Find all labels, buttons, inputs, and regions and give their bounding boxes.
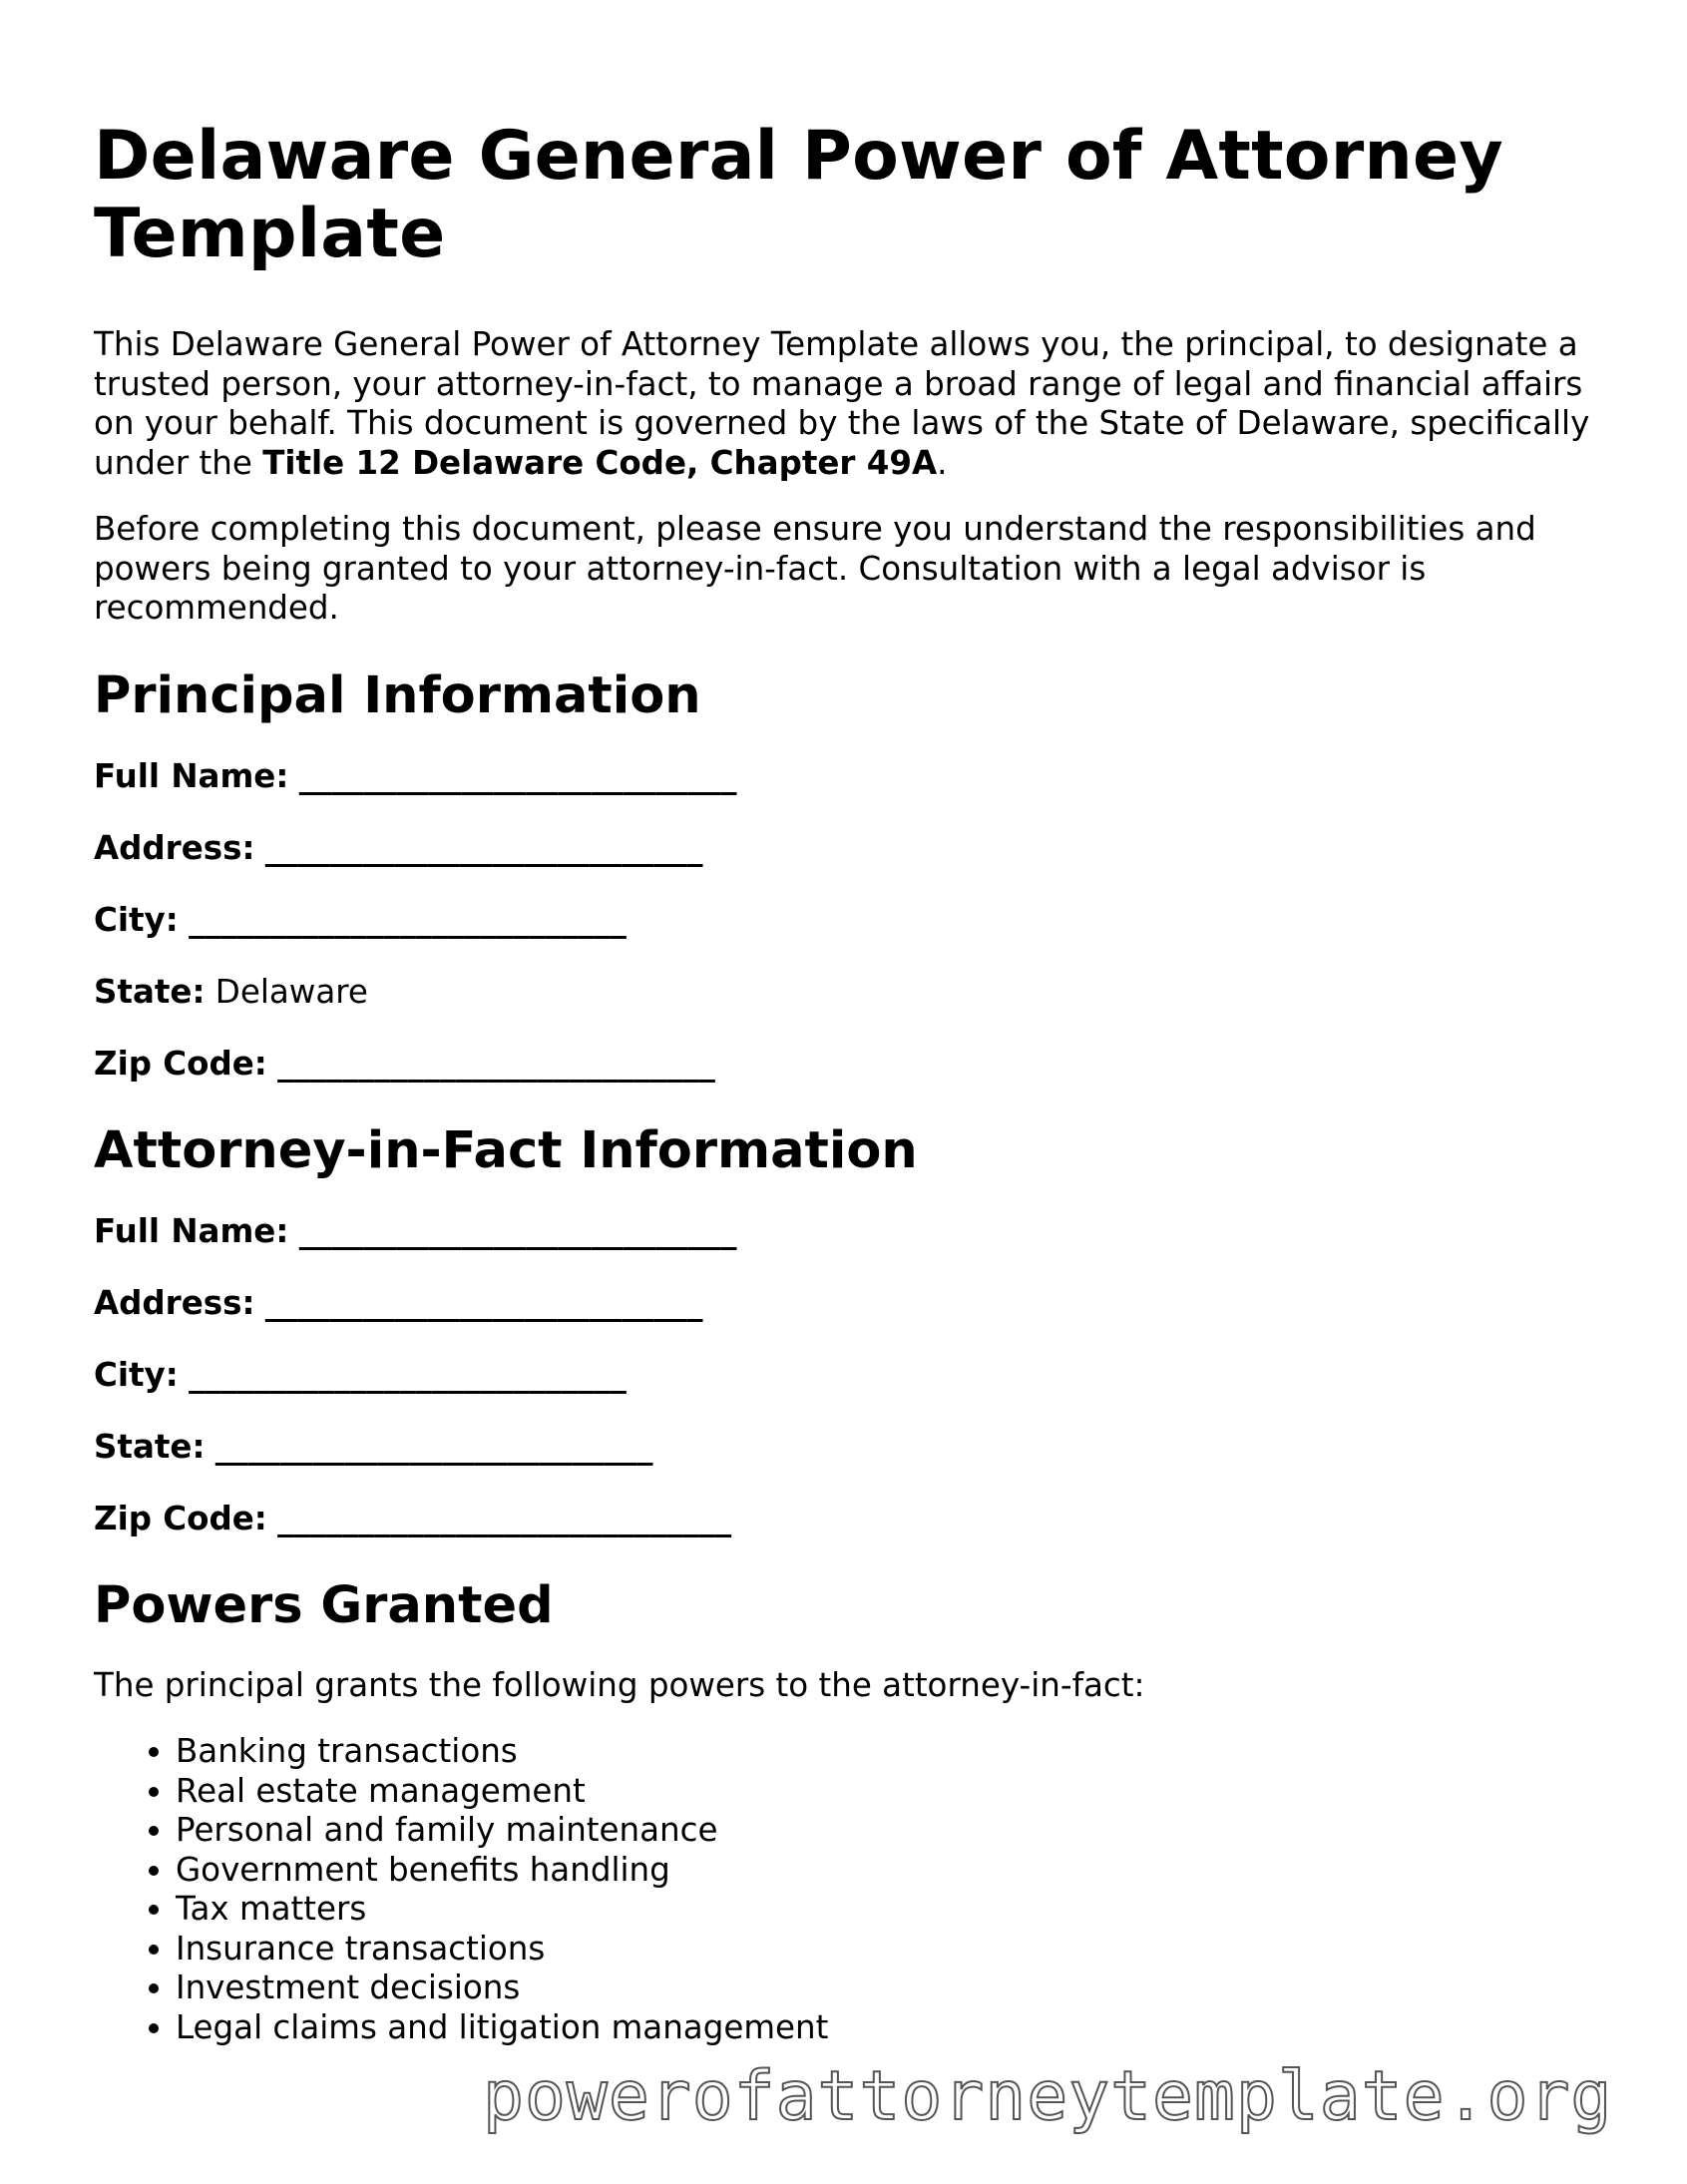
- field-label: Zip Code:: [94, 1499, 267, 1537]
- intro-statute-reference: Title 12 Delaware Code, Chapter 49A: [262, 443, 938, 482]
- attorney-zip-field[interactable]: [94, 1499, 1600, 1538]
- power-item: • Insurance transactions: [176, 1930, 1600, 1969]
- site-watermark: powerofattorneytemplate.org: [483, 2057, 1613, 2136]
- attorney-state-blank[interactable]: ___________________________: [214, 1427, 653, 1466]
- principal-state-value: Delaware: [214, 972, 368, 1011]
- field-label: Full Name:: [94, 1211, 289, 1250]
- power-item: • Personal and family maintenance: [176, 1811, 1600, 1851]
- field-label: Address:: [94, 1283, 255, 1322]
- powers-intro: The principal grants the following powers to the attorney-in-fact:: [94, 1665, 1145, 1704]
- attorney-heading: Attorney-in-Fact Information: [94, 1120, 918, 1180]
- power-item: • Tax matters: [176, 1890, 1600, 1930]
- attorney-city-blank[interactable]: ___________________________: [189, 1355, 627, 1394]
- field-label: Full Name:: [94, 756, 289, 795]
- powers-heading: Powers Granted: [94, 1575, 554, 1635]
- intro-paragraph: [94, 325, 1600, 483]
- power-item: • Legal claims and litigation management: [176, 2008, 1600, 2048]
- attorney-full-name-blank[interactable]: ___________________________: [298, 1211, 737, 1250]
- principal-state-field: [94, 972, 1600, 1012]
- power-item: • Real estate management: [176, 1772, 1600, 1812]
- field-label: Zip Code:: [94, 1044, 267, 1083]
- powers-list: [94, 1732, 1600, 2047]
- intro-text-end: .: [937, 443, 948, 482]
- power-item: • Government benefits handling: [176, 1851, 1600, 1891]
- attorney-full-name-field[interactable]: [94, 1211, 1600, 1251]
- attorney-zip-blank[interactable]: ____________________________: [277, 1499, 732, 1537]
- field-label: Address:: [94, 828, 255, 867]
- intro-text: This Delaware General Power of Attorney Template allows you, the principal, to designate a trusted person, your attorney-in-fact, to manage a broad range of legal and financial affairs on your behalf. This document is governed by the laws of the State of Delaware, specifically under the: [94, 325, 1590, 482]
- principal-city-blank[interactable]: ___________________________: [189, 900, 627, 939]
- attorney-city-field[interactable]: [94, 1355, 1600, 1395]
- attorney-address-blank[interactable]: ___________________________: [264, 1283, 703, 1322]
- attorney-address-field[interactable]: [94, 1283, 1600, 1323]
- principal-address-blank[interactable]: ___________________________: [264, 828, 703, 867]
- attorney-state-field[interactable]: [94, 1427, 1600, 1467]
- principal-full-name-field[interactable]: [94, 756, 1600, 796]
- document-page: [94, 118, 1600, 2047]
- principal-full-name-blank[interactable]: ___________________________: [298, 756, 737, 795]
- field-label: State:: [94, 972, 206, 1011]
- principal-zip-blank[interactable]: ___________________________: [277, 1044, 715, 1083]
- principal-city-field[interactable]: [94, 900, 1600, 940]
- power-item: • Investment decisions: [176, 1968, 1600, 2008]
- field-label: City:: [94, 900, 179, 939]
- field-label: State:: [94, 1427, 206, 1466]
- advisory-paragraph: Before completing this document, please ensure you understand the responsibilities and powers being granted to your attorney-in-fact. Consultation with a legal advisor is recommended.: [94, 510, 1536, 627]
- principal-zip-field[interactable]: [94, 1044, 1600, 1084]
- principal-heading: Principal Information: [94, 665, 701, 725]
- power-item: • Banking transactions: [176, 1732, 1600, 1772]
- page-title: Delaware General Power of Attorney Template: [94, 117, 1503, 273]
- principal-address-field[interactable]: [94, 828, 1600, 868]
- field-label: City:: [94, 1355, 179, 1394]
